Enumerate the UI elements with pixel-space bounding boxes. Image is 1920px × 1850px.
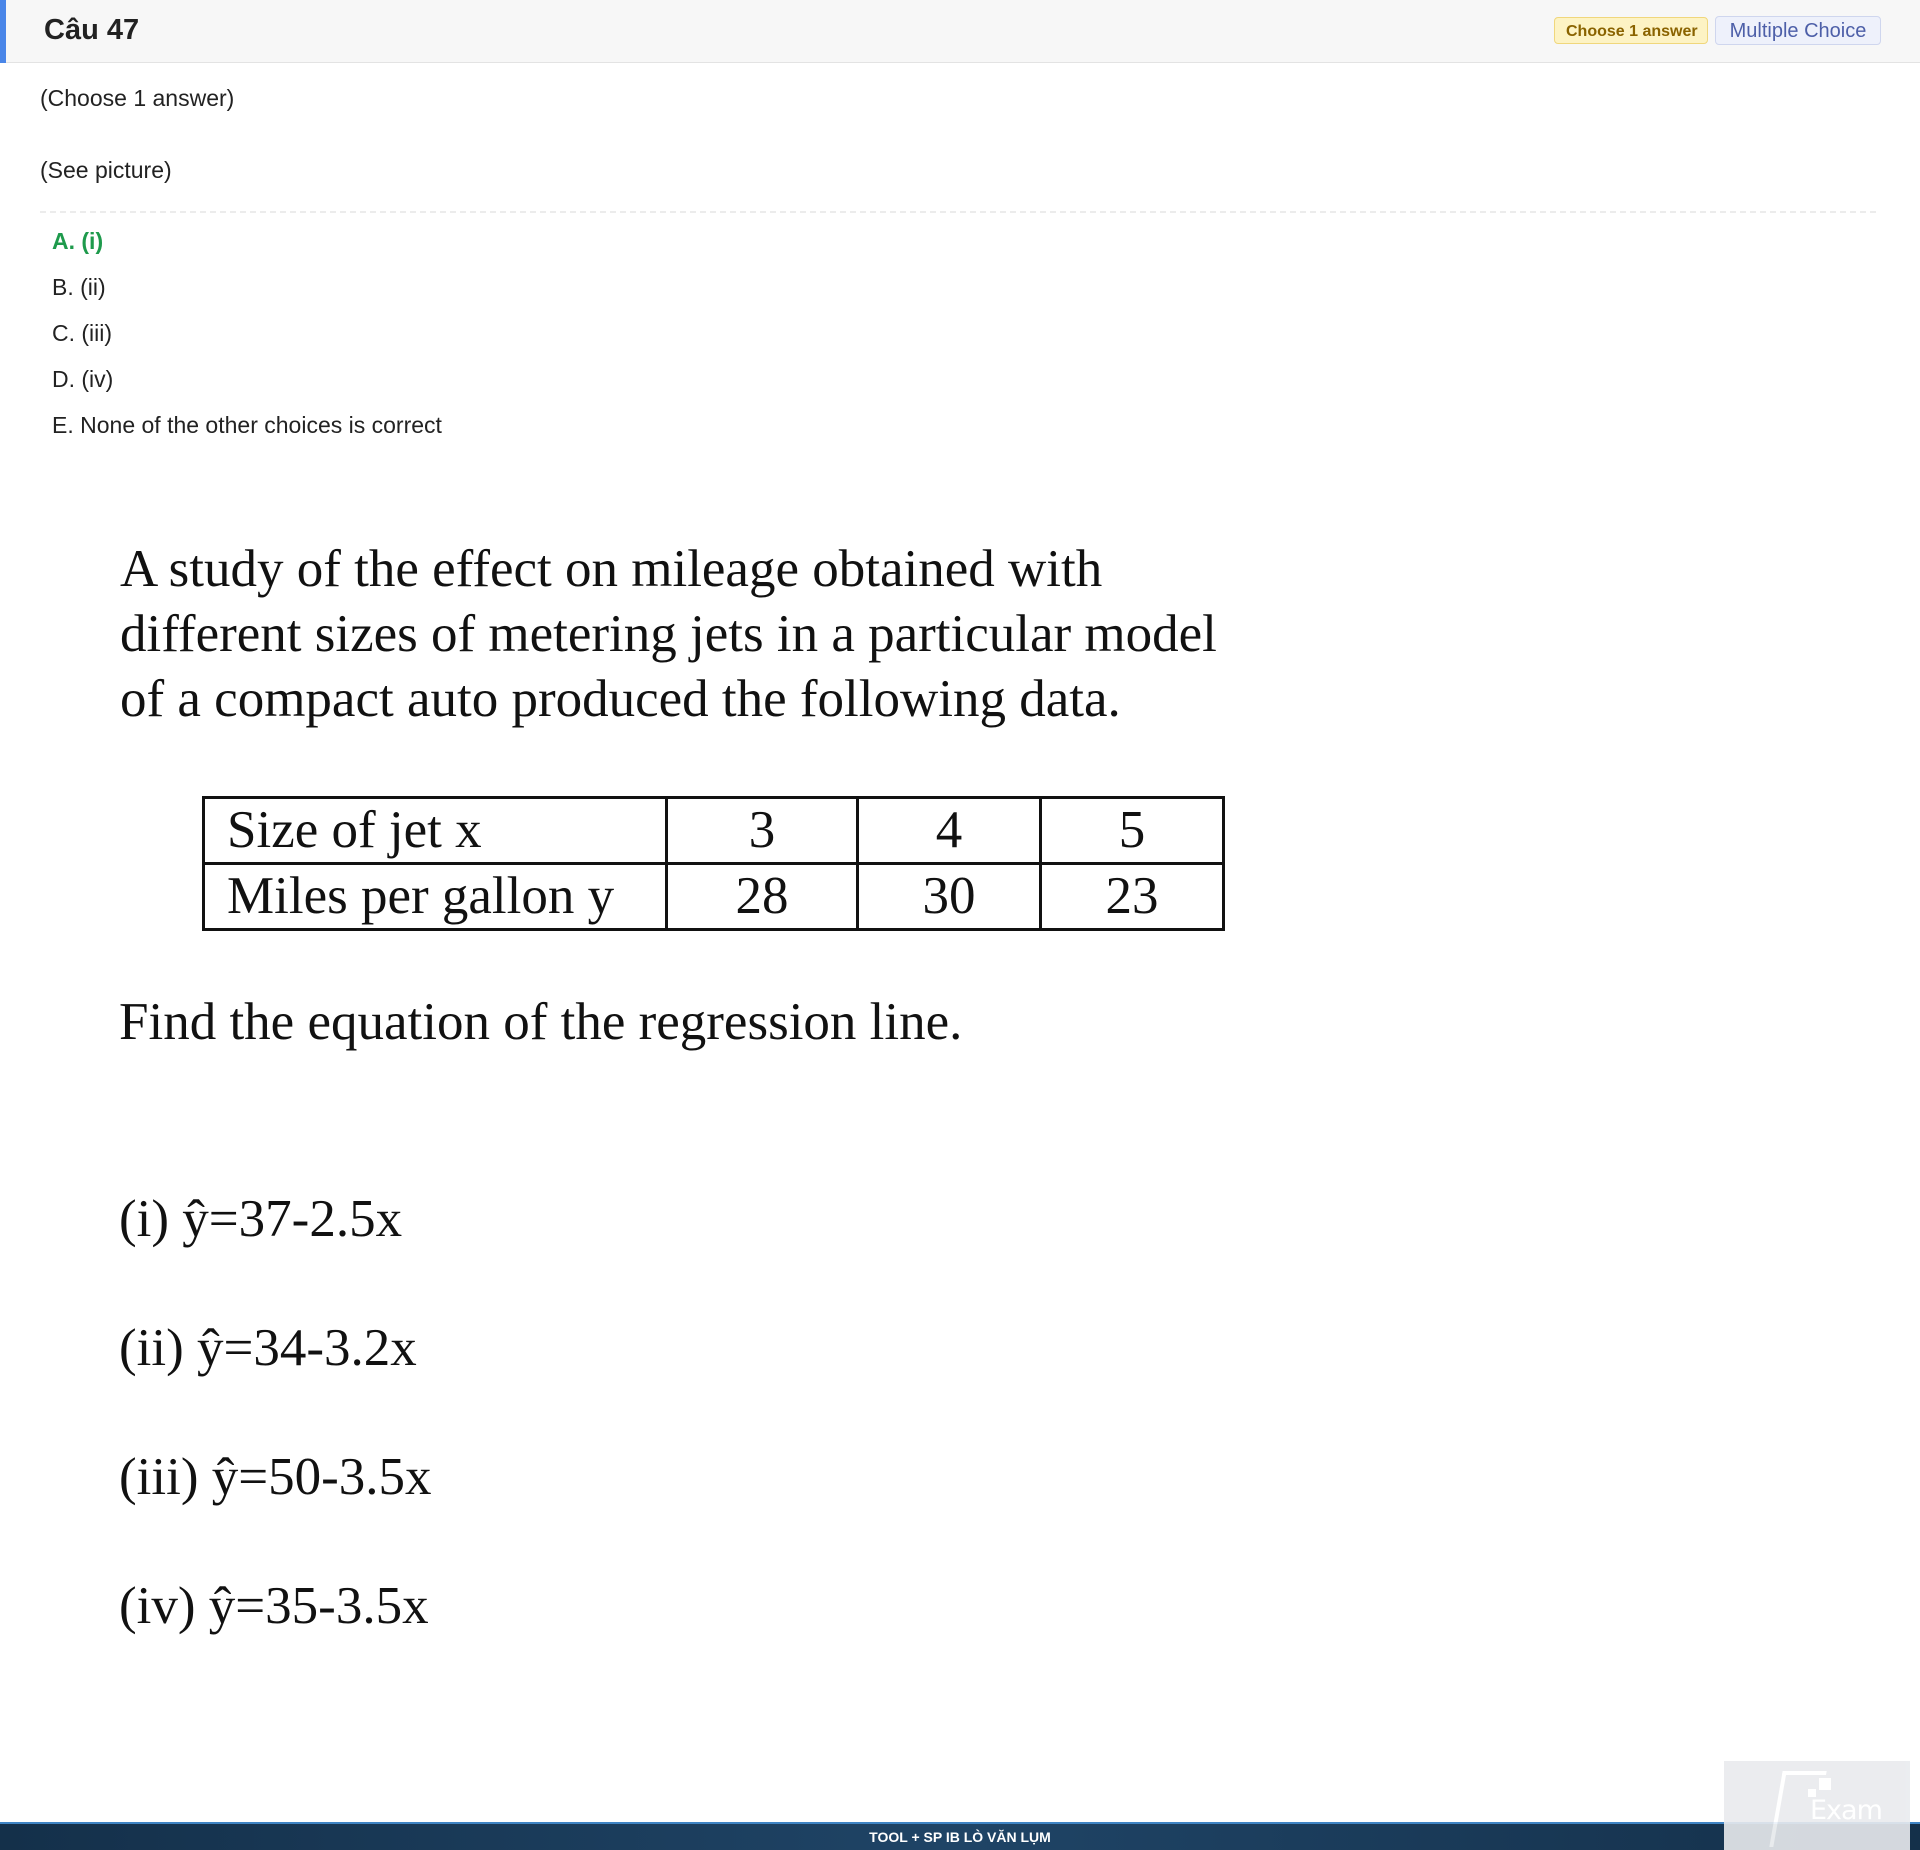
header-accent-bar [0, 0, 6, 63]
table-cell: 30 [858, 864, 1041, 930]
paragraph-line: of a compact auto produced the following data. [120, 670, 1121, 728]
question-picture [100, 520, 1400, 1670]
choose-count-badge: Choose 1 answer [1554, 17, 1708, 44]
table-cell: 4 [858, 798, 1041, 864]
paragraph-line: different sizes of metering jets in a particular model [120, 605, 1217, 663]
table-row [204, 864, 1224, 930]
answer-option-a[interactable]: A. (i) [52, 228, 104, 254]
answer-option-b[interactable]: B. (ii) [52, 274, 106, 300]
table-cell: 3 [667, 798, 858, 864]
section-divider [40, 211, 1876, 213]
logo-text: Exam [1810, 1795, 1882, 1826]
picture-choice-iii: (iii) ŷ=50-3.5x [119, 1448, 432, 1506]
answer-options [52, 226, 442, 456]
answer-option-c[interactable]: C. (iii) [52, 320, 113, 346]
question-header [0, 0, 1920, 63]
choose-instruction: (Choose 1 answer) [40, 85, 235, 111]
table-cell: 5 [1041, 798, 1224, 864]
picture-choice-ii: (ii) ŷ=34-3.2x [119, 1319, 417, 1377]
question-type-badge: Multiple Choice [1715, 16, 1881, 45]
paragraph-line: A study of the effect on mileage obtained with [120, 540, 1103, 598]
table-cell: 23 [1041, 864, 1224, 930]
see-picture-instruction: (See picture) [40, 157, 172, 183]
table-cell: 28 [667, 864, 858, 930]
answer-option-e[interactable]: E. None of the other choices is correct [52, 412, 442, 438]
table-row [204, 798, 1224, 864]
picture-choice-i: (i) ŷ=37-2.5x [119, 1190, 403, 1248]
picture-question: Find the equation of the regression line. [119, 993, 963, 1051]
table-row-label: Miles per gallon y [204, 864, 667, 930]
footer-text: TOOL + SP IB LÒ VĂN LỤM [869, 1829, 1051, 1845]
logo-square-icon [1819, 1778, 1831, 1790]
table-row-label: Size of jet x [204, 798, 667, 864]
answer-option-d[interactable]: D. (iv) [52, 366, 114, 392]
picture-choice-iv: (iv) ŷ=35-3.5x [119, 1577, 429, 1635]
question-title: Câu 47 [44, 14, 140, 46]
data-table [202, 796, 1225, 931]
picture-paragraph [120, 537, 1380, 732]
page-footer [0, 1822, 1920, 1850]
exam-logo [1724, 1761, 1910, 1850]
